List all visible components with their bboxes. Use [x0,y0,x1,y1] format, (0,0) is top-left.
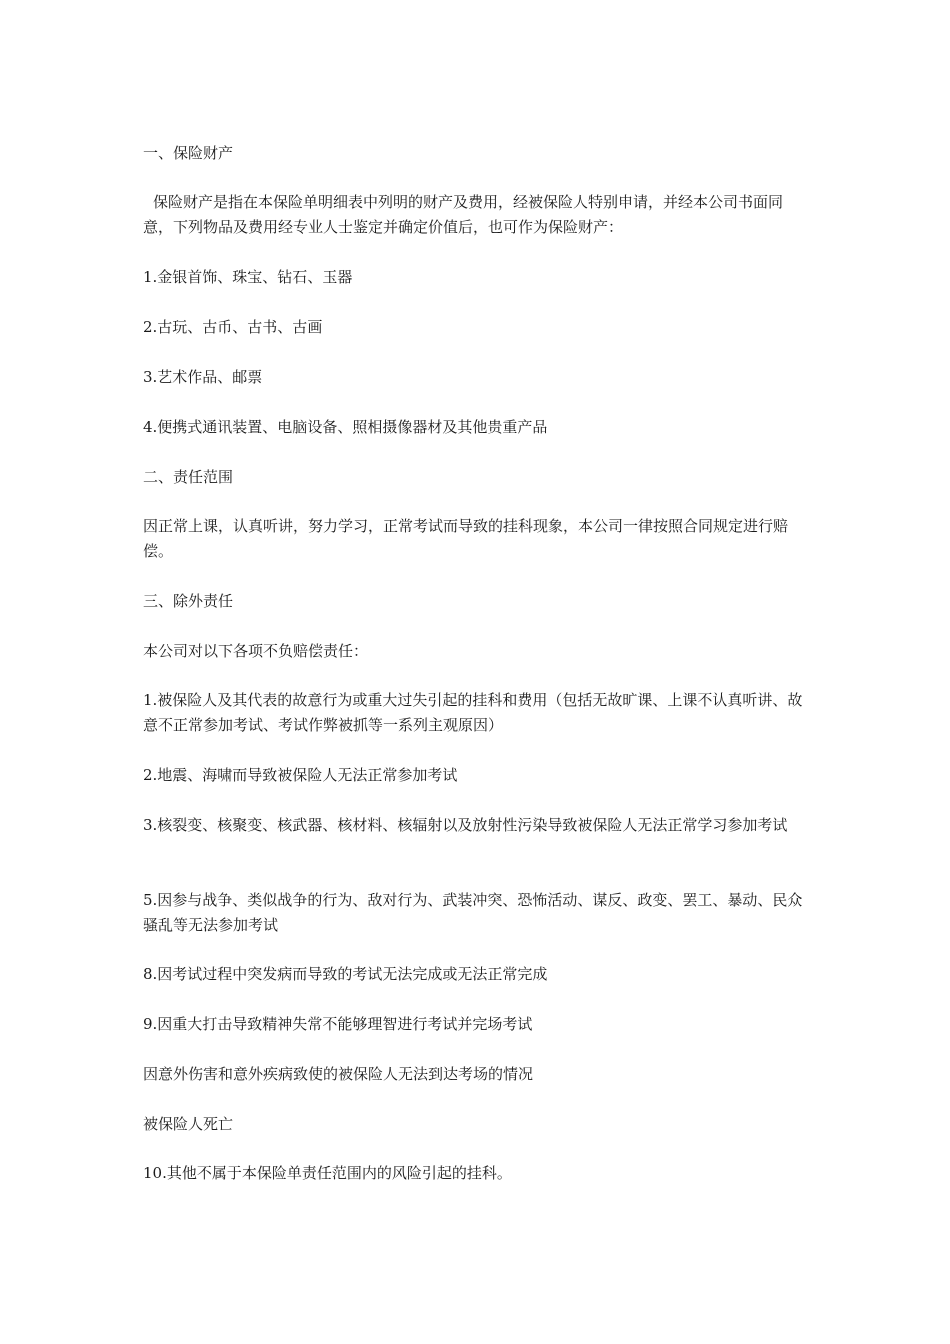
paragraph-insured-property-definition: 保险财产是指在本保险单明细表中列明的财产及费用，经被保险人特别申请，并经本公司书面同意，下列物品及费用经专业人士鉴定并确定价值后，也可作为保险财产： [143,193,784,236]
list-item-exclusion-8: 8.因考试过程中突发病而导致的考试无法完成或无法正常完成 [143,965,548,983]
list-item-devices: 4.便携式通讯装置、电脑设备、照相摄像器材及其他贵重产品 [143,418,548,436]
list-item-antiques: 2.古玩、古币、古书、古画 [143,318,323,336]
list-item-exclusion-3: 3.核裂变、核聚变、核武器、核材料、核辐射以及放射性污染导致被保险人无法正常学习参加考试 [143,816,788,834]
list-item-exclusion-death: 被保险人死亡 [143,1115,234,1133]
list-item-exclusion-1: 1.被保险人及其代表的故意行为或重大过失引起的挂科和费用（包括无故旷课、上课不认真听讲、故意不正常参加考试、考试作弊被抓等一系列主观原因） [143,691,803,734]
section-heading-liability-scope: 二、责任范围 [143,468,234,486]
paragraph-liability-scope: 因正常上课，认真听讲，努力学习，正常考试而导致的挂科现象，本公司一律按照合同规定进行赔偿。 [143,517,789,560]
list-item-jewelry: 1.金银首饰、珠宝、钻石、玉器 [143,268,353,286]
list-item-artworks: 3.艺术作品、邮票 [143,368,263,386]
list-item-exclusion-9: 9.因重大打击导致精神失常不能够理智进行考试并完场考试 [143,1015,533,1033]
section-heading-insured-property: 一、保险财产 [143,144,234,162]
list-item-exclusion-5: 5.因参与战争、类似战争的行为、敌对行为、武装冲突、恐怖活动、谋反、政变、罢工、暴动、民众骚乱等无法参加考试 [143,891,803,934]
list-item-exclusion-2: 2.地震、海啸而导致被保险人无法正常参加考试 [143,766,458,784]
paragraph-exclusions-intro: 本公司对以下各项不负赔偿责任： [143,642,369,660]
section-heading-exclusions: 三、除外责任 [143,592,234,610]
list-item-exclusion-10: 10.其他不属于本保险单责任范围内的风险引起的挂科。 [143,1164,512,1182]
list-item-exclusion-accident: 因意外伤害和意外疾病致使的被保险人无法到达考场的情况 [143,1065,534,1083]
